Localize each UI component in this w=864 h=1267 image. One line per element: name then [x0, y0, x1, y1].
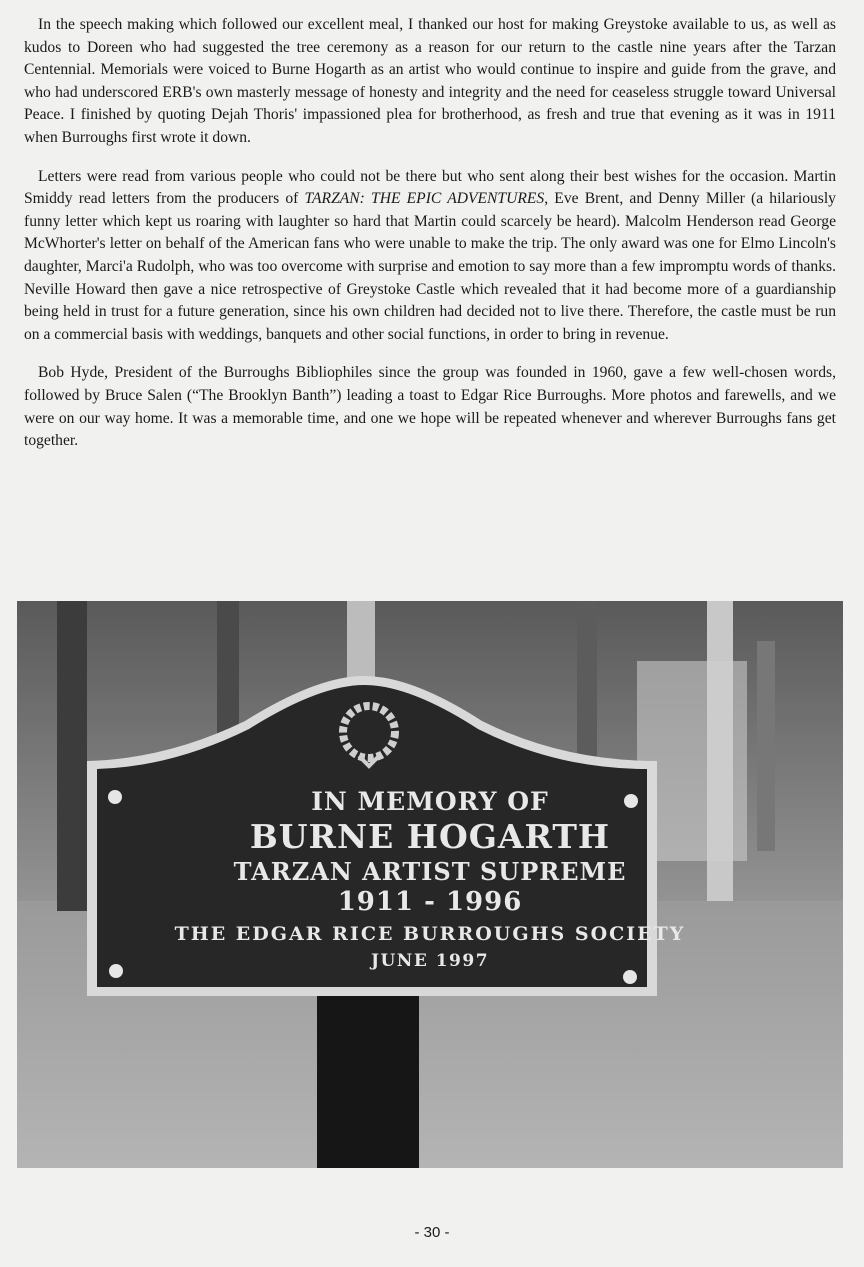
sign-post — [317, 986, 419, 1168]
article-text — [24, 14, 836, 469]
tv-series-title: TARZAN: THE EPIC ADVENTURES — [304, 190, 545, 208]
page-number: - 30 - — [414, 1224, 450, 1241]
plaque-line-4: 1911 - 1996 — [337, 887, 523, 917]
paragraph-1 — [24, 14, 836, 150]
paragraph-2-text-a: Letters were read from various people who could not be there but who sent along their best wishes for the occasion. Martin Smiddy read letters from the producers of — [24, 167, 836, 208]
paragraph-2 — [24, 166, 836, 347]
paragraph-3-text: Bob Hyde, President of the Burroughs Bibliophiles since the group was founded in 1960, gave a few well-chosen words, followed by Bruce Salen (“The Brooklyn Banth”) leading a toast to Edgar Rice Burroughs. More photos and farewells, and we were on our way home. It was a memorable time, and one we hope will be repeated whenever and wherever Burroughs fans get together. — [24, 364, 836, 450]
plaque-line-1: IN MEMORY OF — [311, 787, 549, 816]
memorial-plaque-photo — [17, 601, 843, 1168]
paragraph-1-text: In the speech making which followed our excellent meal, I thanked our host for making Greystoke available to us, as well as kudos to Doreen who had suggested the tree ceremony as a reason for our return to the castle nine years after the Tarzan Centennial. Memorials were voiced to Burne Hogarth as an artist who would continue to inspire and guide from the grave, and who had underscored ERB's own masterly message of honesty and integrity and the need for ceaseless struggle toward Universal Peace. I finished by quoting Dejah Thoris' impassioned plea for brotherhood, as fresh and true that evening as it was in 1911 when Burroughs first wrote it down. — [24, 16, 836, 146]
plaque-line-3: TARZAN ARTIST SUPREME — [233, 857, 627, 886]
paragraph-2-text-b: , Eve Brent, and Denny Miller (a hilariously funny letter which kept us roaring with laughter so hard that Martin could scarcely be heard). Malcolm Henderson read George McWhorter's letter on behalf of the American fans who were unable to make the trip. The only award was one for Elmo Lincoln's daughter, Marci'a Rudolph, who was too overcome with surprise and emotion to say more than a few impromptu words of thanks. Neville Howard then gave a nice retrospective of Greystoke Castle which revealed that it had become more of a guardianship being held in trust for a future generation, since his own children had decided not to live there. Therefore, the castle must be run on a commercial basis with weddings, banquets and other social functions, in order to bring in revenue. — [24, 190, 836, 343]
paragraph-3 — [24, 362, 836, 452]
plaque-line-2: BURNE HOGARTH — [249, 817, 611, 856]
plaque-line-6: JUNE 1997 — [370, 951, 490, 971]
bolt — [623, 970, 637, 984]
plaque-line-5: THE EDGAR RICE BURROUGHS SOCIETY — [174, 923, 686, 945]
